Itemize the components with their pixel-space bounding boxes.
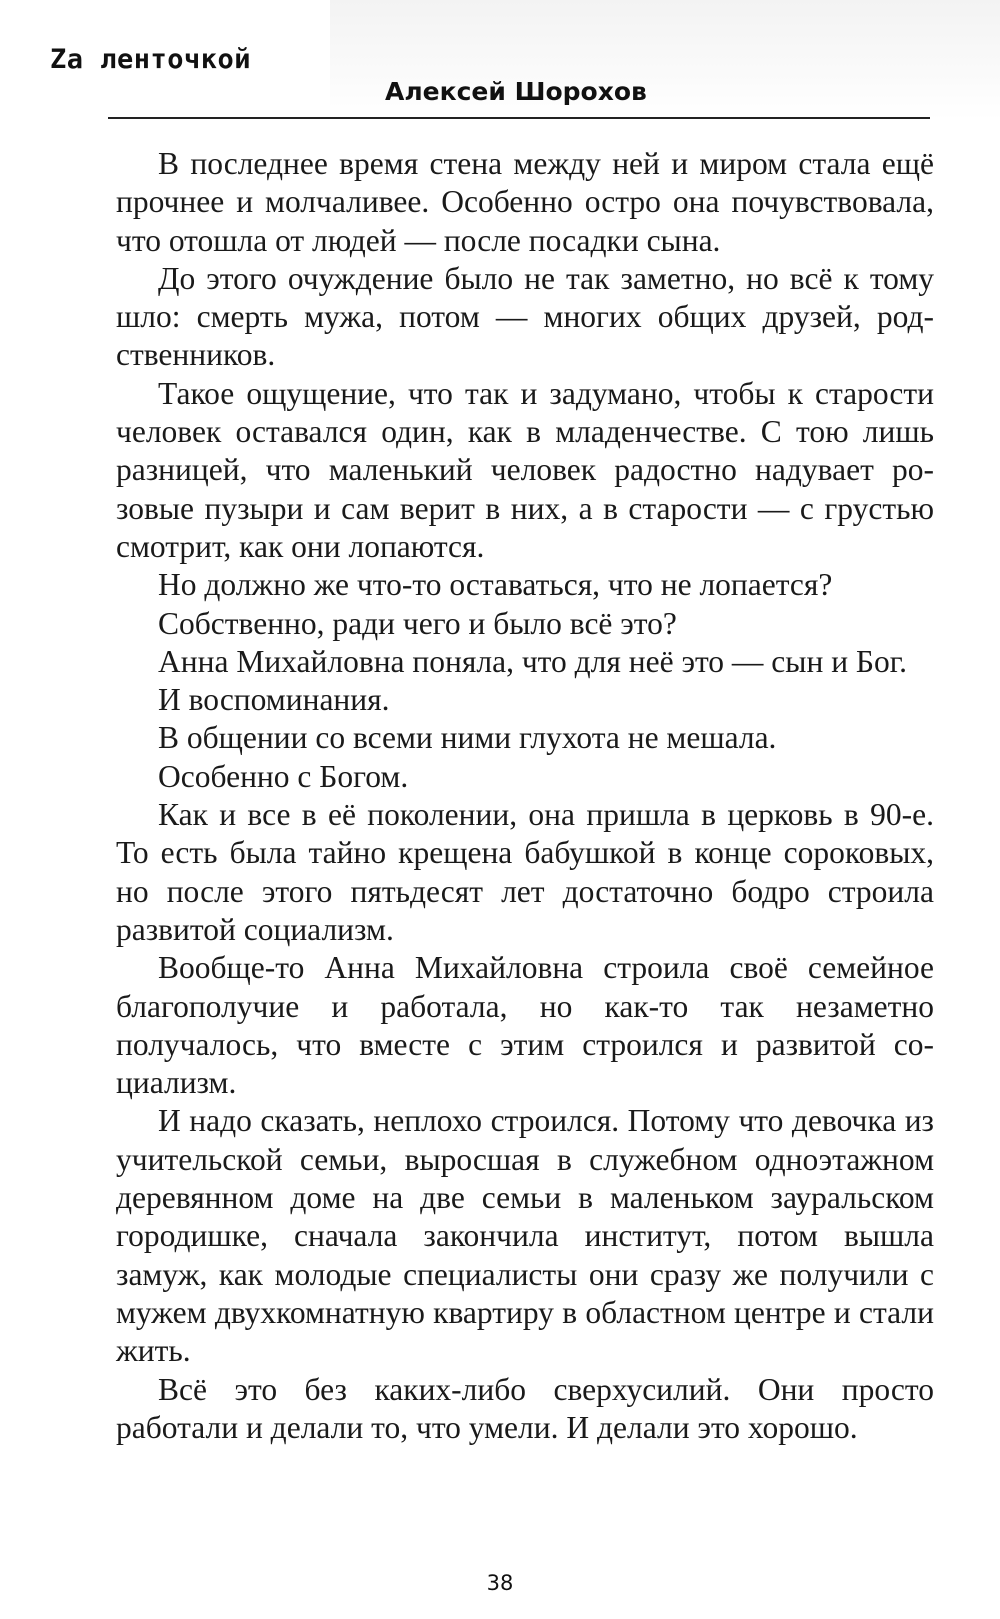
running-head <box>0 0 1000 130</box>
paragraph: В общении со всеми ними глухота не мешала. <box>158 720 777 756</box>
series-title: Zа ленточкой <box>50 44 252 75</box>
body-text <box>116 145 934 1447</box>
header-rule <box>108 117 930 119</box>
paragraph: Такое ощущение, что так и задумано, чтобы к старости человек оставался один, как в младенчестве. С тою лишь разницей, что маленький человек радостно надувает розовые пузыри и сам верит в них, а в старости — с грустью смотрит, как они лопаются. <box>116 375 934 564</box>
paragraph: Анна Михайловна поняла, что для неё это — сын и Бог. <box>158 643 908 679</box>
paragraph: И воспоминания. <box>158 682 390 718</box>
paragraph: До этого очуждение было не так заметно, но всё к тому шло: смерть мужа, потом — многих общих друзей, родственников. <box>116 260 934 373</box>
paragraph: Собственно, ради чего и было всё это? <box>158 605 677 641</box>
paragraph: Особенно с Богом. <box>158 758 409 794</box>
paragraph: Но должно же что-то оставаться, что не лопается? <box>158 567 833 603</box>
page-number: 38 <box>486 1571 514 1595</box>
paragraph: Как и все в её поколении, она пришла в церковь в 90-е. То есть была тайно крещена бабушкой в конце сороковых, но после этого пятьдесят лет достаточно бодро строила развитой социализм. <box>116 797 934 947</box>
paragraph: Вообще-то Анна Михайловна строила своё семейное благополучие и работала, но как-то так незаметно получалось, что вместе с этим строился и развитой социализм. <box>116 950 934 1101</box>
paragraph: Всё это без каких-либо сверхусилий. Они просто работали и делали то, что умели. И делали это хорошо. <box>116 1371 934 1445</box>
paragraph: В последнее время стена между ней и миром стала ещё прочнее и молчаливее. Особенно остро она почувствовала, что отошла от людей — после посадки сына. <box>116 146 934 258</box>
paragraph: И надо сказать, неплохо строился. Потому что девочка из учительской семьи, выросшая в служебном одноэтажном деревянном доме на две семьи в маленьком зауральском городишке, сначала закончила институт, потом вышла замуж, как молодые специалисты они сразу же получили с мужем двухкомнатную квартиру в областном центре и стали жить. <box>116 1103 934 1369</box>
author-name: Алексей Шорохов <box>385 77 647 106</box>
